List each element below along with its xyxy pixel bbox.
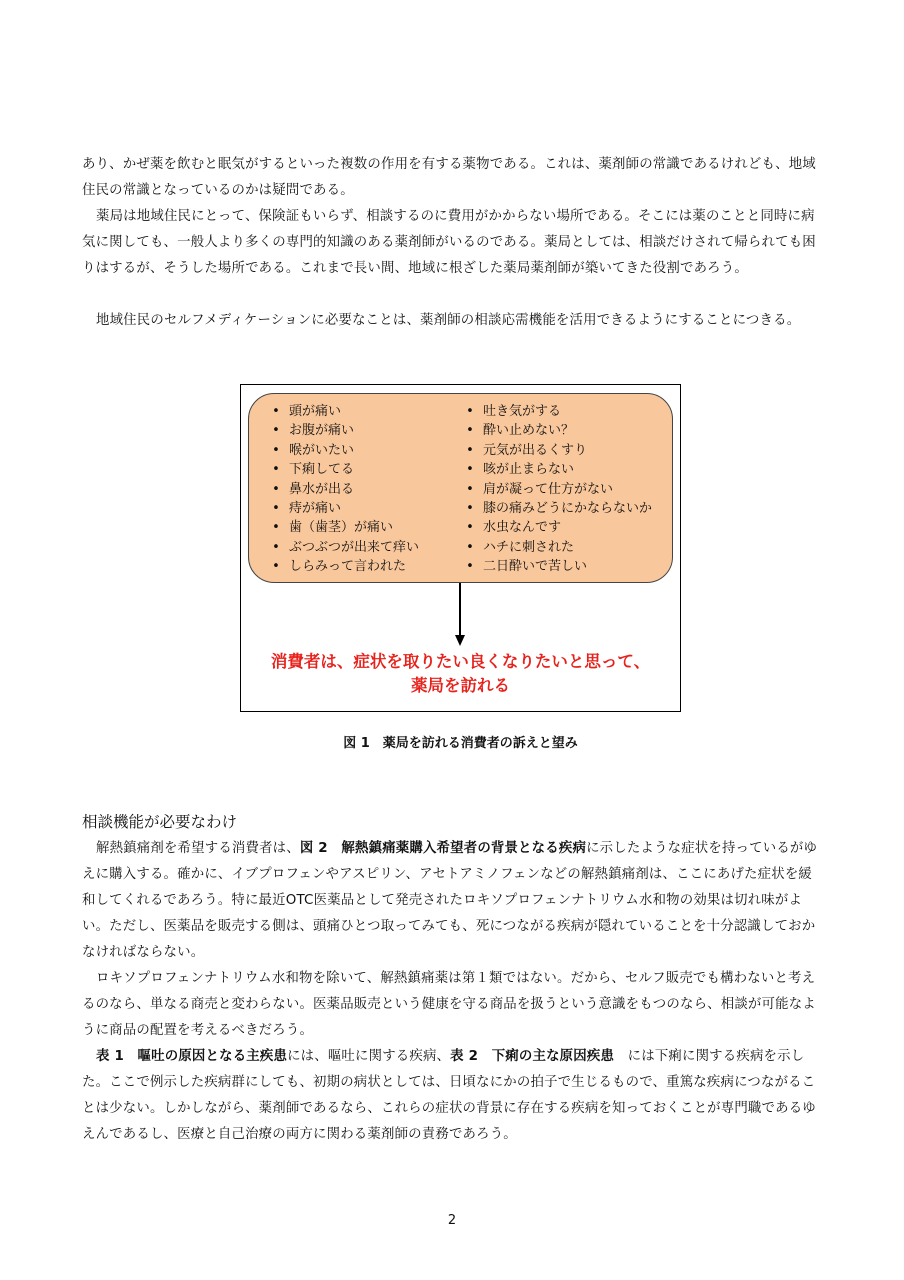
symptom-item <box>263 538 419 557</box>
bullet-icon: • <box>466 520 474 536</box>
symptom-item <box>457 557 652 576</box>
bullet-icon: • <box>466 539 474 555</box>
section-p1-text-b: に示したような症状を持っているがゆえに購入する。確かに、イブプロフェンやアスピリン、アセトアミノフェンなどの解熱鎮痛剤は、ここにあげた症状を緩和してくれるであろう。特に最近OTC医薬品として発売されたロキソプロフェンナトリウム水和物の効果は切れ味がよい。ただし、医薬品を販売する側は、頭痛ひとつ取ってみても、死につながる疾病が隠れていることを十分認識しておかなければならない。 <box>82 841 818 960</box>
section-p2-text: ロキソプロフェンナトリウム水和物を除いて、解熱鎮痛薬は第１類ではない。だから、セルフ販売でも構わないと考えるのなら、単なる商売と変わらない。医薬品販売という健康を守る商品を扱うという意識をもつのなら、相談が可能なように商品の配置を考えるべきだろう。 <box>82 971 816 1038</box>
symptom-item <box>263 557 419 576</box>
symptom-text: 咳が止まらない <box>483 462 575 478</box>
bullet-icon: • <box>272 442 280 458</box>
intro-paragraph-2 <box>82 204 824 282</box>
consumer-message-line-2: 薬局を訪れる <box>411 676 510 695</box>
symptom-text: 酔い止めない？ <box>483 423 575 439</box>
page-number: 2 <box>447 1213 457 1228</box>
symptom-text: 水虫なんです <box>483 520 562 536</box>
symptom-text: お腹が痛い <box>289 423 355 439</box>
symptom-item <box>263 460 419 479</box>
bullet-icon: • <box>466 404 474 419</box>
section-p1-text-a: 解熱鎮痛剤を希望する消費者は、 <box>96 841 300 856</box>
bullet-icon: • <box>272 559 280 575</box>
symptom-item <box>263 499 419 518</box>
intro-paragraph-1: あり、かぜ薬を飲むと眠気がするといった複数の作用を有する薬物である。これは、薬剤師の常識であるけれども、地域住民の常識となっているのかは疑問である。 <box>82 157 816 198</box>
symptom-item <box>263 402 419 421</box>
bullet-icon: • <box>466 423 474 439</box>
symptom-text: 鼻水が出る <box>289 481 355 497</box>
symptom-item <box>457 460 652 479</box>
bullet-icon: • <box>466 442 474 458</box>
symptom-text: ハチに刺された <box>483 539 575 555</box>
symptom-item <box>263 518 419 537</box>
symptom-list-right <box>457 402 652 577</box>
down-arrow-icon <box>452 583 468 647</box>
bullet-icon: • <box>466 462 474 478</box>
table-2-reference: 表 2 下痢の主な原因疾患 <box>450 1049 615 1064</box>
section-p3-text-a: には、嘔吐に関する疾病、 <box>287 1049 451 1064</box>
symptom-text: ぶつぶつが出来て痒い <box>289 539 420 555</box>
bullet-icon: • <box>272 520 280 536</box>
symptom-text: 下痢してる <box>289 462 355 478</box>
bullet-icon: • <box>466 481 474 497</box>
bullet-icon: • <box>272 404 280 419</box>
symptom-text: 歯（歯茎）が痛い <box>289 520 394 536</box>
figure-caption: 図 1 薬局を訪れる消費者の訴えと望み <box>343 736 578 751</box>
bullet-icon: • <box>272 423 280 439</box>
symptom-item <box>457 402 652 421</box>
symptom-item <box>263 421 419 440</box>
bullet-icon: • <box>466 559 474 575</box>
symptom-text: 喉がいたい <box>289 442 355 458</box>
symptom-item <box>457 480 652 499</box>
symptom-item <box>457 441 652 460</box>
bullet-icon: • <box>272 462 280 478</box>
symptom-item <box>263 480 419 499</box>
symptom-text: 吐き気がする <box>483 404 562 419</box>
symptom-item <box>263 441 419 460</box>
symptom-item <box>457 538 652 557</box>
section-heading: 相談機能が必要なわけ <box>82 813 238 831</box>
bullet-icon: • <box>272 539 280 555</box>
symptom-item <box>457 499 652 518</box>
section-paragraph-2 <box>82 966 824 1044</box>
table-1-reference: 表 1 嘔吐の原因となる主疾患 <box>96 1049 288 1064</box>
symptom-item <box>457 518 652 537</box>
bullet-icon: • <box>272 501 280 517</box>
bullet-icon: • <box>272 481 280 497</box>
figure-2-reference: 図 2 解熱鎮痛薬購入希望者の背景となる疾病 <box>299 841 587 856</box>
symptom-list-left <box>263 402 419 577</box>
symptom-text: 二日酔いで苦しい <box>483 559 588 575</box>
symptom-text: しらみって言われた <box>289 559 407 575</box>
symptom-text: 痔が痛い <box>289 501 342 517</box>
section-p3-text-b: には下痢に関する疾病を示した。ここで例示した疾病群にしても、初期の病状としては、日頃なにかの拍子で生じるもので、重篤な疾病につながることは少ない。しかしながら、薬剤師であるなら、これらの症状の背景に存在する疾病を知っておくことが専門職であるゆえんであるし、医療と自己治療の両方に関わる薬剤師の責務であろう。 <box>82 1049 816 1142</box>
section-paragraph-1 <box>82 836 824 966</box>
symptom-text: 元気が出るくすり <box>483 442 588 458</box>
consumer-message-line-1: 消費者は、症状を取りたい良くなりたいと思って、 <box>270 652 651 671</box>
section-paragraph-3 <box>82 1044 824 1148</box>
symptom-text: 頭が痛い <box>289 404 342 419</box>
symptom-item <box>457 421 652 440</box>
intro-paragraph-2-text: 薬局は地域住民にとって、保険証もいらず、相談するのに費用がかからない場所である。そこには薬のことと同時に病気に関しても、一般人より多くの専門的知識のある薬剤師がいるのである。薬局としては、相談だけされて帰られても困りはするが、そうした場所である。これまで長い間、地域に根ざした薬局薬剤師が築いてきた役割であろう。 <box>82 209 816 276</box>
intro-paragraph-3-text: 地域住民のセルフメディケーションに必要なことは、薬剤師の相談応需機能を活用できるようにすることにつきる。 <box>96 313 801 328</box>
symptom-text: 肩が凝って仕方がない <box>483 481 614 497</box>
intro-paragraph-3 <box>82 308 824 334</box>
bullet-icon: • <box>466 501 474 517</box>
symptom-text: 膝の痛みどうにかならないか <box>483 501 653 517</box>
symptom-box <box>248 393 673 583</box>
